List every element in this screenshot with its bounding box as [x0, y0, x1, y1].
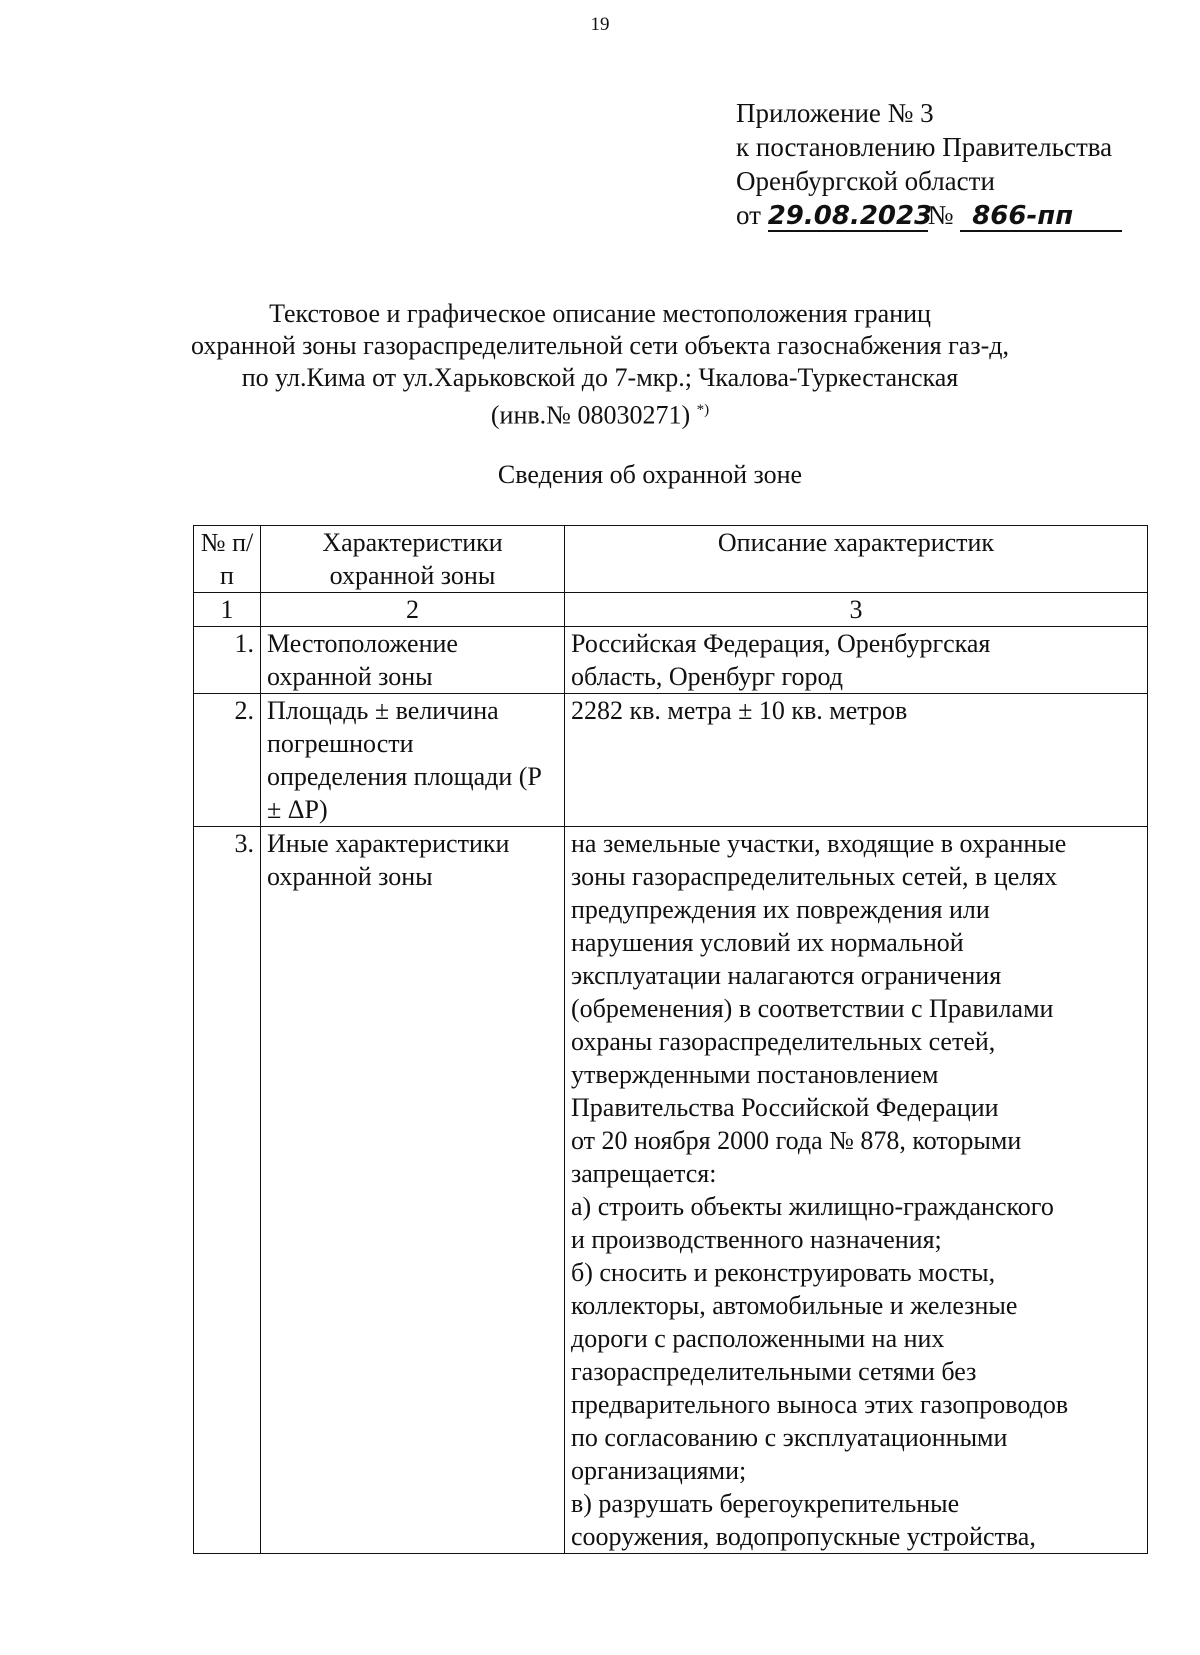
description-line: сооружения, водопропускные устройства,	[571, 1522, 1036, 1551]
description-line: а) строить объекты жилищно-гражданского	[571, 1192, 1054, 1221]
handwritten-number: 866-пп	[960, 202, 1122, 232]
row-number: 2.	[194, 694, 261, 827]
row-description	[565, 694, 1148, 827]
inventory-number: (инв.№ 08030271)	[490, 400, 691, 430]
table-row	[194, 827, 1148, 1554]
description-line: от 20 ноября 2000 года № 878, которыми	[571, 1126, 1022, 1155]
appendix-block	[736, 96, 1122, 232]
title-line-4	[0, 394, 1200, 432]
description-line: дороги с расположенными на них	[571, 1324, 945, 1353]
header-num: № п/п	[194, 526, 261, 593]
description-line: Российская Федерация, Оренбургская	[571, 629, 991, 658]
description-line: организациями;	[571, 1456, 747, 1485]
row-characteristic: Площадь ± величина погрешности определения площади (P ± ΔP)	[261, 694, 565, 827]
appendix-date-line	[736, 198, 1122, 232]
description-line: зоны газораспределительных сетей, в целях	[571, 862, 1058, 891]
description-line: б) сносить и реконструировать мосты,	[571, 1258, 996, 1287]
description-line: Правительства Российской Федерации	[571, 1093, 999, 1122]
description-line: эксплуатации налагаются ограничения	[571, 961, 1002, 990]
section-heading: Сведения об охранной зоне	[497, 460, 803, 489]
description-line: 2282 кв. метра ± 10 кв. метров	[571, 696, 908, 725]
row-characteristic: Иные характеристики охранной зоны	[261, 827, 565, 1554]
handwritten-date: 29.08.2023	[767, 201, 933, 231]
header-description: Описание характеристик	[565, 526, 1148, 593]
appendix-line-2: к постановлению Правительства	[736, 132, 1113, 162]
document-title	[0, 298, 1200, 432]
index-cell-3: 3	[565, 593, 1148, 627]
index-cell-1: 1	[194, 593, 261, 627]
row-characteristic: Местоположение охранной зоны	[261, 627, 565, 694]
description-line: запрещается:	[571, 1159, 717, 1188]
from-label: от	[736, 200, 761, 230]
description-line: по согласованию с эксплуатационными	[571, 1423, 1008, 1452]
row-description	[565, 827, 1148, 1554]
description-line: на земельные участки, входящие в охранные	[571, 829, 1067, 858]
title-line-2: охранной зоны газораспределительной сети объекта газоснабжения газ-д,	[191, 331, 1009, 360]
row-number: 3.	[194, 827, 261, 1554]
table-row	[194, 627, 1148, 694]
index-cell-2: 2	[261, 593, 565, 627]
description-line: охраны газораспределительных сетей,	[571, 1027, 996, 1056]
zone-info-table	[193, 525, 1148, 1554]
table-row	[194, 694, 1148, 827]
row-description	[565, 627, 1148, 694]
appendix-line-1: Приложение № 3	[736, 98, 934, 128]
footnote-mark: *)	[696, 402, 710, 418]
title-line-3: по ул.Кима от ул.Харьковской до 7-мкр.; Чкалова-Туркестанская	[241, 363, 959, 392]
description-line: газораспределительными сетями без	[571, 1357, 977, 1386]
description-line: предварительного выноса этих газопроводов	[571, 1390, 1069, 1419]
description-line: коллекторы, автомобильные и железные	[571, 1291, 1018, 1320]
appendix-line-3: Оренбургской области	[736, 166, 995, 196]
page-number: 19	[590, 14, 610, 35]
description-line: в) разрушать берегоукрепительные	[571, 1489, 960, 1518]
header-row	[194, 526, 1148, 593]
number-label: №	[927, 200, 954, 230]
description-line: нарушения условий их нормальной	[571, 928, 964, 957]
description-line: предупреждения их повреждения или	[571, 895, 990, 924]
description-line: утвержденными постановлением	[571, 1060, 939, 1089]
description-line: (обременения) в соответствии с Правилами	[571, 994, 1054, 1023]
header-characteristic: Характеристики охранной зоны	[261, 526, 565, 593]
description-line: и производственного назначения;	[571, 1225, 942, 1254]
description-line: область, Оренбург город	[571, 662, 843, 691]
title-line-1: Текстовое и графическое описание местоположения границ	[269, 299, 931, 328]
row-number: 1.	[194, 627, 261, 694]
index-row	[194, 593, 1148, 627]
